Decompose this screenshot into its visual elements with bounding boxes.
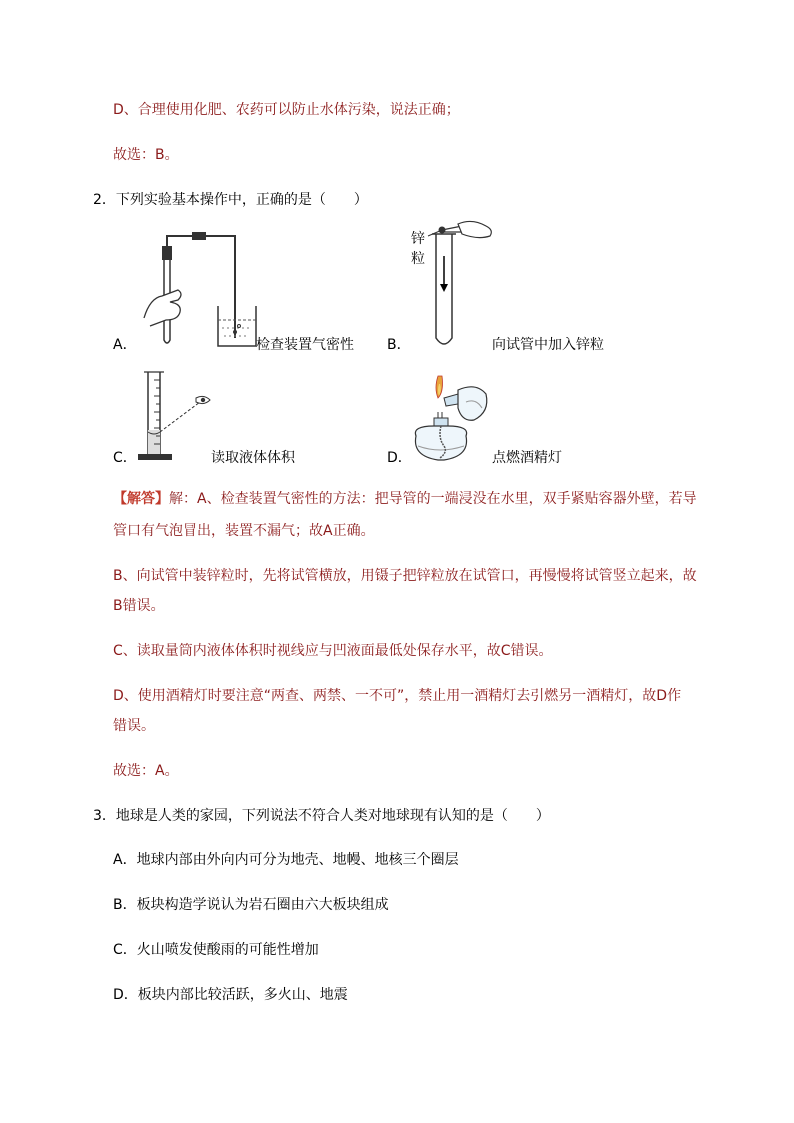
airtightness-check-figure [140,228,260,350]
q2-stem: 2．下列实验基本操作中，正确的是（ ） [93,192,368,208]
prev-answer-conclusion: 故选：B。 [113,147,179,163]
analysis-b-line1: B、向试管中装锌粒时，先将试管横放，用镊子把锌粒放在试管口，再慢慢将试管竖立起来，故 [113,568,697,584]
q2-option-d-caption: 点燃酒精灯 [492,450,562,466]
analysis-tag: 【解答】 [113,491,169,507]
q3-option-a: A．地球内部由外向内可分为地壳、地幔、地核三个圈层 [113,852,459,868]
analysis-a-line2: 管口有气泡冒出，装置不漏气；故A正确。 [113,523,375,539]
q3-option-d: D．板块内部比较活跃，多火山、地震 [113,987,348,1003]
q3-option-c: C．火山喷发使酸雨的可能性增加 [113,942,319,958]
analysis-a-text: 解：A、检查装置气密性的方法：把导管的一端浸没在水里，双手紧贴容器外壁，若导 [169,491,697,507]
read-volume-figure [138,370,212,464]
q2-option-c-letter: C． [113,450,137,466]
zinc-label-bottom: 粒 [411,251,425,267]
q3-option-b: B．板块构造学说认为岩石圈由六大板块组成 [113,897,389,913]
q2-option-d-letter: D． [387,450,412,466]
analysis-c-line: C、读取量筒内液体体积时视线应与凹液面最低处保存水平，故C错误。 [113,643,553,659]
analysis-d-line2: 错误。 [113,718,155,734]
light-lamp-figure [404,372,492,468]
analysis-conclusion: 故选：A。 [113,763,179,779]
add-zinc-figure [428,222,498,348]
analysis-a-line1 [113,490,697,508]
zinc-label-top: 锌 [411,231,425,247]
q2-option-a-letter: A． [113,337,137,353]
q2-option-a-caption: 检查装置气密性 [256,337,354,353]
q2-option-b-caption: 向试管中加入锌粒 [492,337,604,353]
q2-option-c-caption: 读取液体体积 [211,450,295,466]
analysis-d-line1: D、使用酒精灯时要注意“两查、两禁、一不可”，禁止用一酒精灯去引燃另一酒精灯，故D作 [113,688,682,704]
q2-option-b-letter: B． [387,337,411,353]
q3-stem: 3．地球是人类的家园，下列说法不符合人类对地球现有认知的是（ ） [93,808,550,824]
analysis-b-line2: B错误。 [113,598,165,614]
prev-answer-d: D、合理使用化肥、农药可以防止水体污染，说法正确； [113,102,460,118]
